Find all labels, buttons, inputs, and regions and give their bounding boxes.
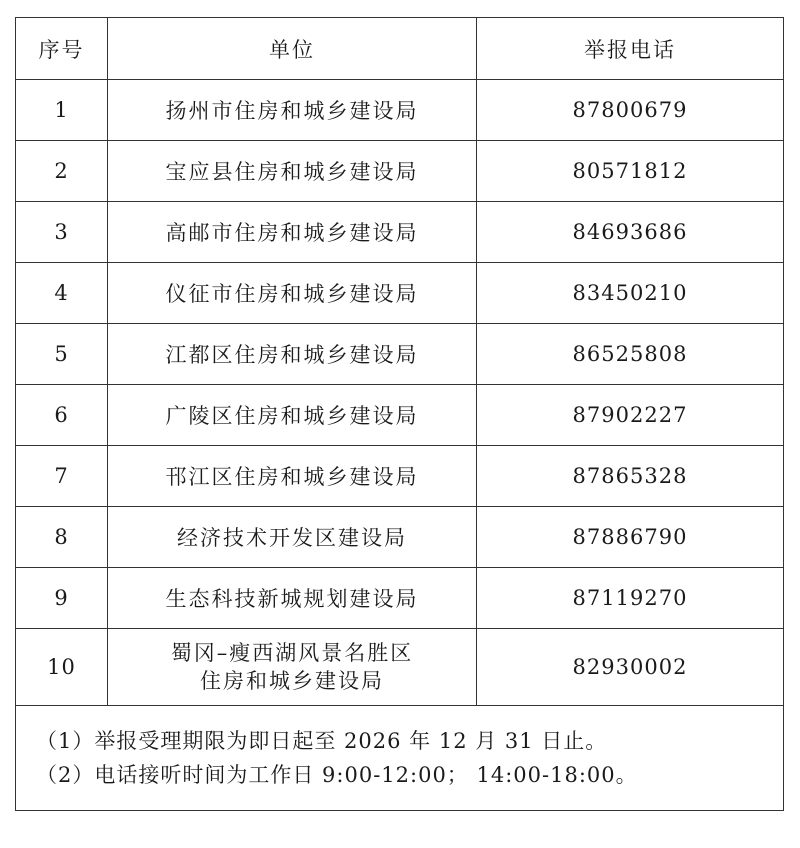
table-row	[16, 263, 784, 324]
row-index: 8	[16, 507, 108, 568]
row-index: 2	[16, 141, 108, 202]
notes-cell	[16, 706, 784, 811]
row-unit-line2: 住房和城乡建设局	[200, 669, 384, 693]
row-index: 1	[16, 80, 108, 141]
table-row	[16, 385, 784, 446]
note-2: （2）电话接听时间为工作日 9:00-12:00； 14:00-18:00。	[36, 763, 638, 787]
note-1: （1）举报受理期限为即日起至 2026 年 12 月 31 日止。	[36, 729, 608, 753]
table-row	[16, 202, 784, 263]
row-index: 4	[16, 263, 108, 324]
row-index: 7	[16, 446, 108, 507]
row-index: 9	[16, 568, 108, 629]
row-phone: 87902227	[477, 385, 784, 446]
notes-row	[16, 706, 784, 811]
row-index: 5	[16, 324, 108, 385]
table-row	[16, 80, 784, 141]
row-phone: 83450210	[477, 263, 784, 324]
table-row	[16, 568, 784, 629]
row-index: 6	[16, 385, 108, 446]
row-phone: 86525808	[477, 324, 784, 385]
row-phone: 87886790	[477, 507, 784, 568]
row-unit: 宝应县住房和城乡建设局	[108, 141, 477, 202]
row-index: 10	[16, 629, 108, 706]
table-row	[16, 324, 784, 385]
row-unit: 扬州市住房和城乡建设局	[108, 80, 477, 141]
row-phone: 84693686	[477, 202, 784, 263]
row-phone: 80571812	[477, 141, 784, 202]
row-phone: 87800679	[477, 80, 784, 141]
table-row	[16, 141, 784, 202]
header-phone: 举报电话	[477, 18, 784, 80]
row-phone: 82930002	[477, 629, 784, 706]
row-unit: 经济技术开发区建设局	[108, 507, 477, 568]
row-index: 3	[16, 202, 108, 263]
table-row	[16, 507, 784, 568]
row-unit: 邗江区住房和城乡建设局	[108, 446, 477, 507]
row-unit: 江都区住房和城乡建设局	[108, 324, 477, 385]
hotline-table	[15, 17, 784, 811]
table-row	[16, 446, 784, 507]
row-unit-line1: 蜀冈–瘦西湖风景名胜区	[170, 641, 414, 665]
row-unit: 广陵区住房和城乡建设局	[108, 385, 477, 446]
row-phone: 87865328	[477, 446, 784, 507]
row-unit: 高邮市住房和城乡建设局	[108, 202, 477, 263]
header-unit: 单位	[108, 18, 477, 80]
table-row	[16, 629, 784, 706]
row-phone: 87119270	[477, 568, 784, 629]
table-header-row	[16, 18, 784, 80]
row-unit: 仪征市住房和城乡建设局	[108, 263, 477, 324]
header-index: 序号	[16, 18, 108, 80]
row-unit: 生态科技新城规划建设局	[108, 568, 477, 629]
row-unit	[108, 629, 477, 706]
